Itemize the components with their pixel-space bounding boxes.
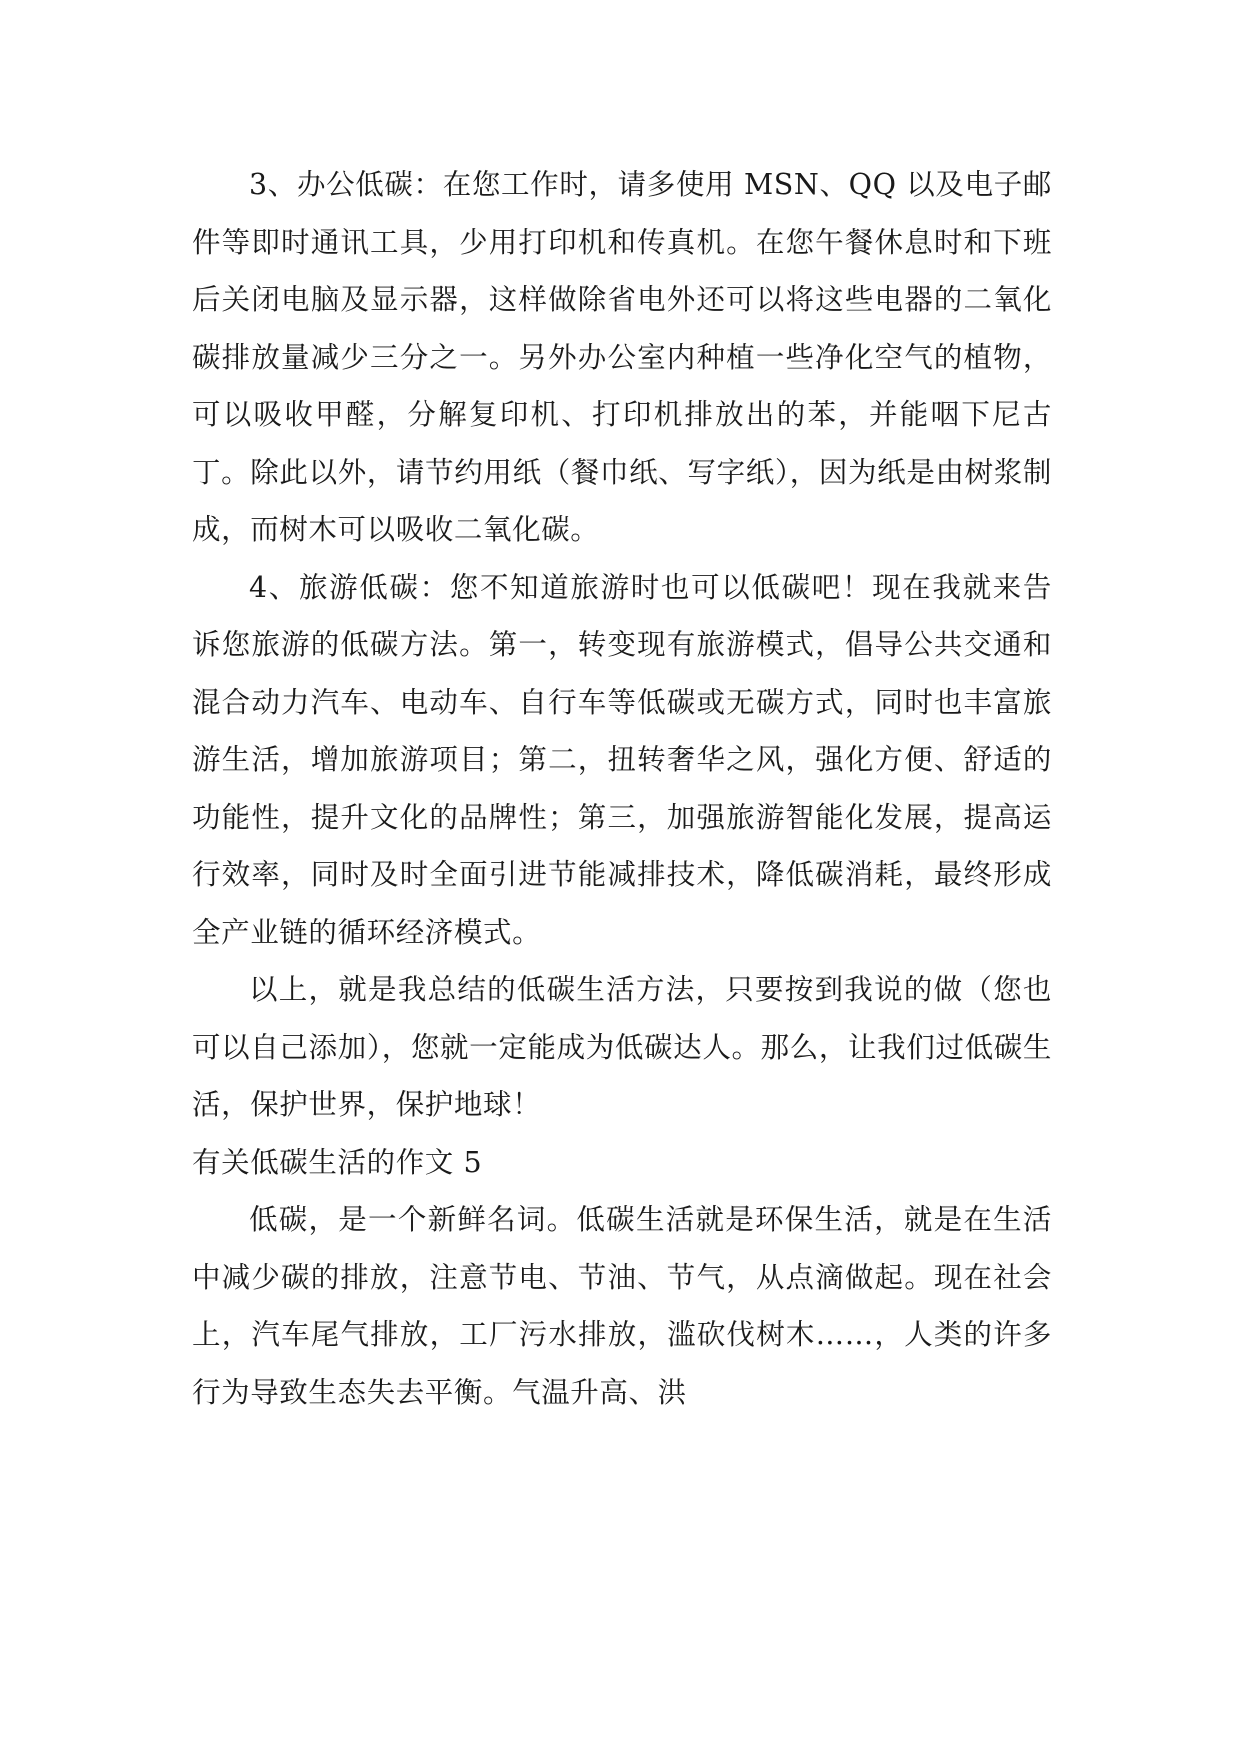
paragraph-travel-low-carbon: 4、旅游低碳：您不知道旅游时也可以低碳吧！现在我就来告诉您旅游的低碳方法。第一，转变现有旅游模式，倡导公共交通和混合动力汽车、电动车、自行车等低碳或无碳方式，同时也丰富旅游生活，增加旅游项目；第二，扭转奢华之风，强化方便、舒适的功能性，提升文化的品牌性；第三，加强旅游智能化发展，提高运行效率，同时及时全面引进节能减排技术，降低碳消耗，最终形成全产业链的循环经济模式。 [192, 570, 1052, 949]
paragraph-conclusion: 以上，就是我总结的低碳生活方法，只要按到我说的做（您也可以自己添加），您就一定能成为低碳达人。那么，让我们过低碳生活，保护世界，保护地球！ [192, 973, 1052, 1121]
paragraph-essay-5-intro: 低碳，是一个新鲜名词。低碳生活就是环保生活，就是在生活中减少碳的排放，注意节电、节油、节气，从点滴做起。现在社会上，汽车尾气排放，工厂污水排放，滥砍伐树木……，人类的许多行为导致生态失去平衡。气温升高、洪 [192, 1203, 1052, 1409]
paragraph-office-low-carbon: 3、办公低碳：在您工作时，请多使用 MSN、QQ 以及电子邮件等即时通讯工具，少用打印机和传真机。在您午餐休息时和下班后关闭电脑及显示器，这样做除省电外还可以将这些电器的二氧化碳排放量减少三分之一。另外办公室内种植一些净化空气的植物，可以吸收甲醛，分解复印机、打印机排放出的苯，并能咽下尼古丁。除此以外，请节约用纸（餐巾纸、写字纸），因为纸是由树浆制成，而树木可以吸收二氧化碳。 [192, 168, 1052, 546]
document-page [192, 156, 1052, 1421]
section-heading: 有关低碳生活的作文 5 [192, 1145, 483, 1179]
